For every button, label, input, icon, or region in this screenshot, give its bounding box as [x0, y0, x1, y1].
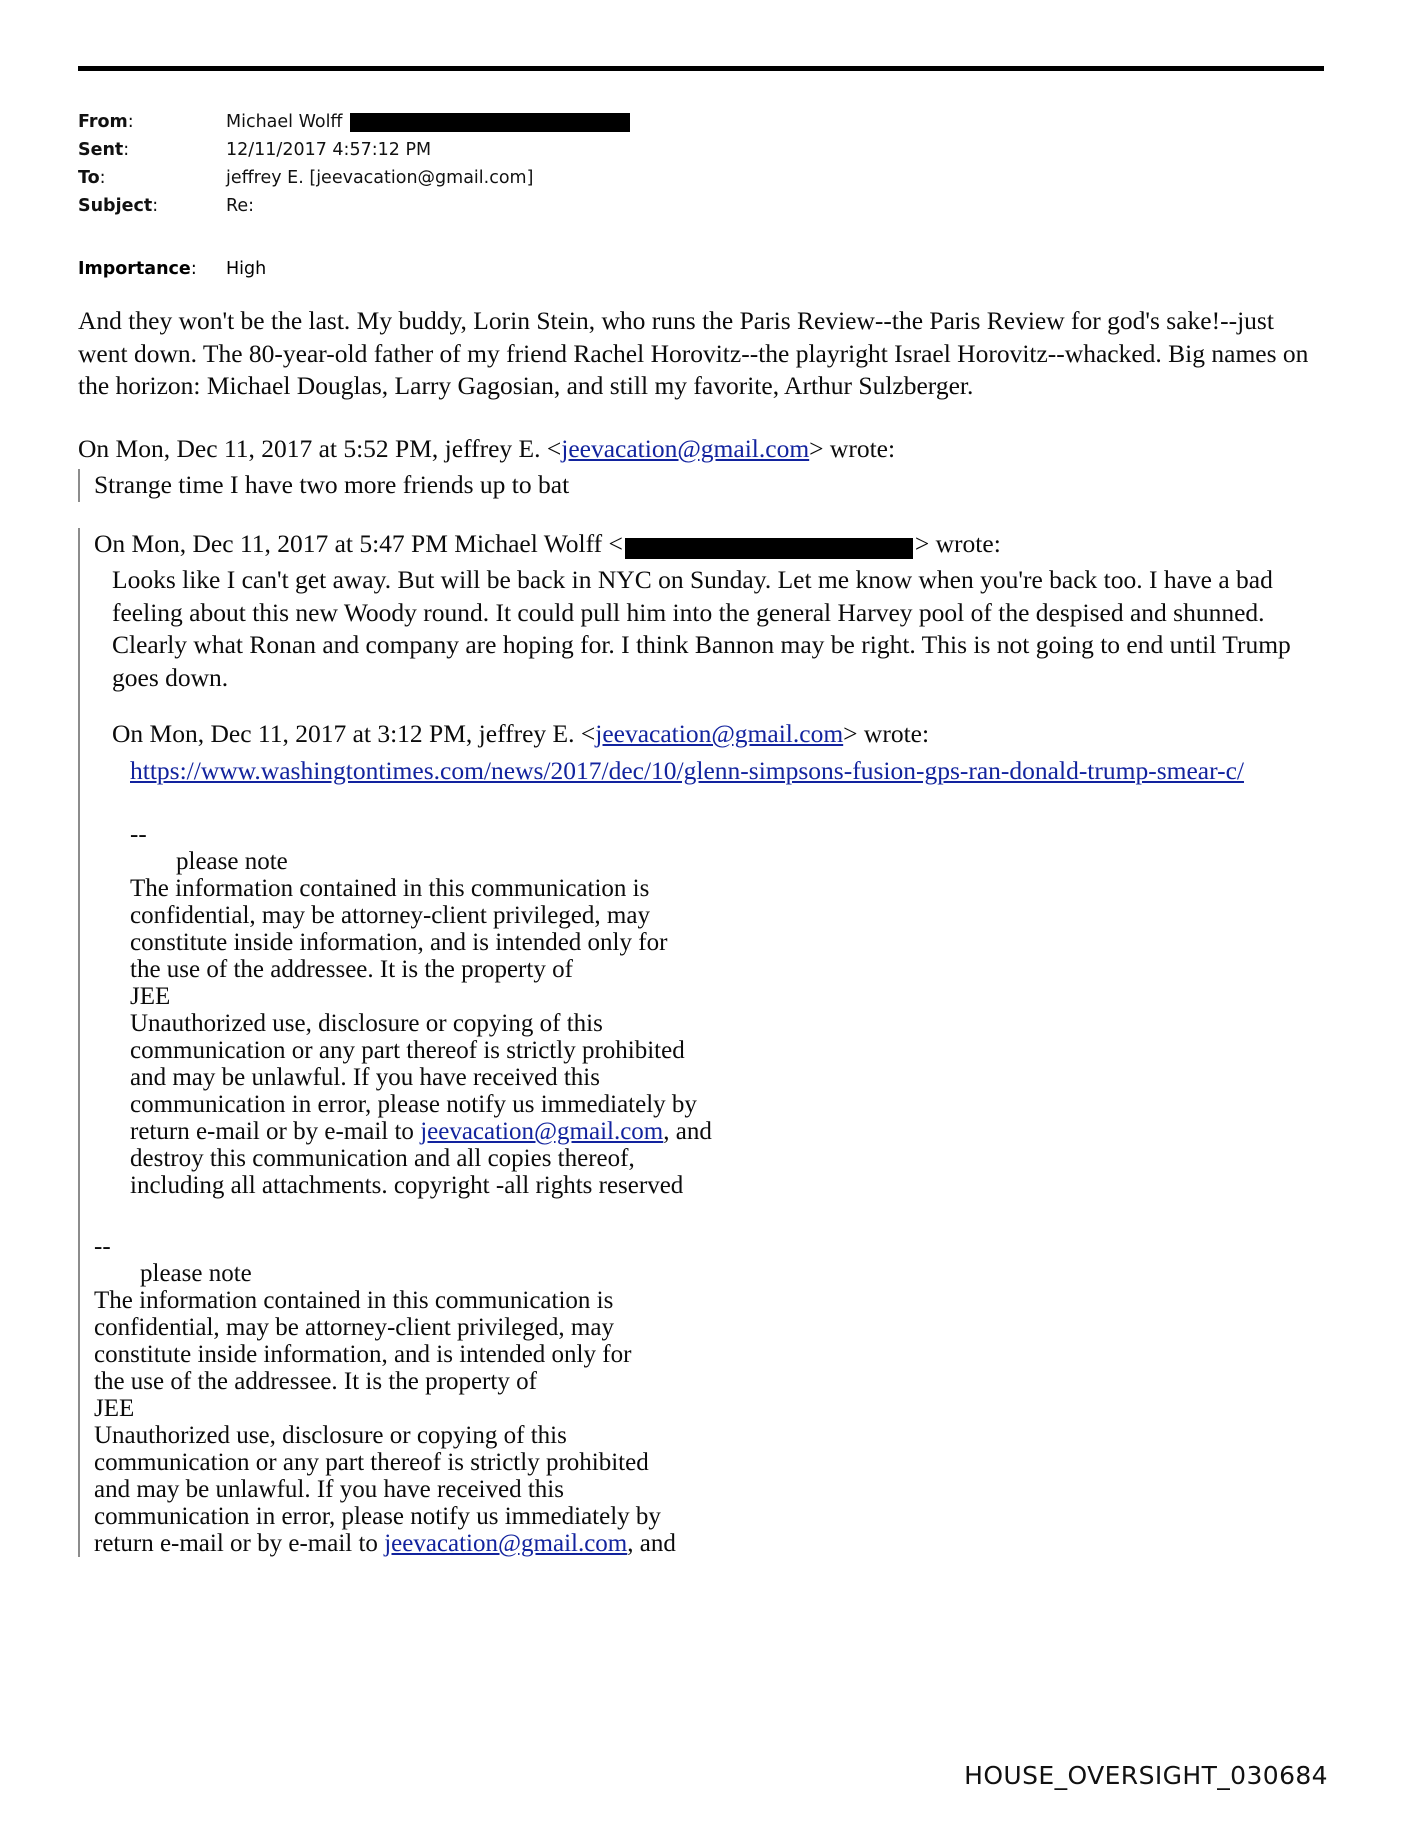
quote3-attribution: [112, 718, 1328, 751]
header-label-sent: Sent:: [78, 140, 130, 160]
quote2-attrib-pre: On Mon, Dec 11, 2017 at 5:47 PM Michael Wolff <: [94, 528, 623, 558]
outer-sig-line-10: [94, 1530, 1328, 1557]
quote2-text: Looks like I can't get away. But will be back in NYC on Sunday. Let me know when you're back too. I have a bad feeling about this new Woody round. It could pull him into the general Harvey pool of the despised and shunned. Clearly what Ronan and company are hoping for. I think Bannon may be right. This is not going to end until Trump goes down.: [112, 565, 1291, 692]
quote1-email-link[interactable]: jeevacation@gmail.com: [561, 433, 810, 463]
inner-sig-email-link[interactable]: jeevacation@gmail.com: [420, 1118, 664, 1145]
inner-sig-line-10-pre: return e-mail or by e-mail to: [130, 1118, 421, 1145]
header-row-from: [78, 108, 978, 136]
outer-sig-please-note: please note: [140, 1260, 252, 1287]
inner-sig-line-8: and may be unlawful. If you have received this: [130, 1064, 600, 1091]
quote2-block: [78, 528, 1328, 1558]
header-label-from: From:: [78, 112, 134, 132]
outer-sig-line-3: constitute inside information, and is intended only for: [94, 1341, 632, 1368]
quote1-attrib-pre: On Mon, Dec 11, 2017 at 5:52 PM, jeffrey E. <: [78, 433, 562, 463]
inner-sig-line-11: destroy this communication and all copies thereof,: [130, 1145, 635, 1172]
redaction-bar-from: [350, 113, 630, 132]
outer-sig-line-7: communication or any part thereof is strictly prohibited: [94, 1449, 649, 1476]
outer-signature-block: [94, 1233, 1328, 1557]
inner-sig-line-2: confidential, may be attorney-client privileged, may: [130, 902, 650, 929]
outer-sig-line-1: The information contained in this communication is: [94, 1287, 614, 1314]
inner-sig-line-10-post: , and: [663, 1118, 712, 1145]
washington-times-article-link[interactable]: https://www.washingtontimes.com/news/2017/dec/10/glenn-simpsons-fusion-gps-ran-donald-trump-smear-c/: [130, 755, 1244, 785]
quote2-attribution: [94, 528, 1328, 561]
inner-sig-please-note: please note: [176, 848, 288, 875]
inner-sig-line-1: The information contained in this communication is: [130, 875, 650, 902]
outer-sig-line-8: and may be unlawful. If you have received this: [94, 1476, 564, 1503]
header-row-subject: [78, 192, 978, 220]
email-body: [78, 305, 1328, 1557]
header-value-to: jeffrey E. [jeevacation@gmail.com]: [226, 168, 534, 188]
quote2-attrib-post: > wrote:: [914, 528, 1001, 558]
outer-sig-line-6: Unauthorized use, disclosure or copying of this: [94, 1422, 567, 1449]
email-header: [78, 108, 978, 220]
inner-signature-block: [130, 821, 1328, 1199]
outer-sig-line-9: communication in error, please notify us immediately by: [94, 1503, 661, 1530]
bates-number: HOUSE_OVERSIGHT_030684: [964, 1761, 1328, 1790]
header-row-to: [78, 164, 978, 192]
header-label-to: To:: [78, 168, 106, 188]
inner-sig-line-5: JEE: [130, 983, 171, 1010]
inner-sig-line-9: communication in error, please notify us immediately by: [130, 1091, 697, 1118]
quote1-text: Strange time I have two more friends up to bat: [94, 470, 570, 499]
header-value-importance: High: [226, 259, 267, 279]
outer-sig-line-10-pre: return e-mail or by e-mail to: [94, 1530, 385, 1557]
quote1-attrib-post: > wrote:: [809, 433, 896, 463]
inner-sig-line-12: including all attachments. copyright -all rights reserved: [130, 1172, 684, 1199]
header-value-subject: Re:: [226, 196, 255, 216]
header-row-importance: [78, 255, 678, 283]
inner-sig-line-3: constitute inside information, and is intended only for: [130, 929, 668, 956]
outer-sig-line-2: confidential, may be attorney-client privileged, may: [94, 1314, 614, 1341]
inner-sig-line-4: the use of the addressee. It is the property of: [130, 956, 573, 983]
header-value-from: [226, 108, 978, 136]
header-value-sent: 12/11/2017 4:57:12 PM: [226, 140, 432, 160]
outer-sig-line-5: JEE: [94, 1395, 135, 1422]
inner-sig-line-7: communication or any part thereof is strictly prohibited: [130, 1037, 685, 1064]
header-label-subject: Subject:: [78, 196, 159, 216]
outer-sig-line-10-post: , and: [627, 1530, 676, 1557]
quote3-attrib-pre: On Mon, Dec 11, 2017 at 3:12 PM, jeffrey E. <: [112, 719, 596, 748]
inner-sig-dashes: --: [130, 821, 147, 848]
outer-sig-email-link[interactable]: jeevacation@gmail.com: [384, 1530, 628, 1557]
outer-sig-line-4: the use of the addressee. It is the property of: [94, 1368, 537, 1395]
inner-sig-line-10: [130, 1118, 1328, 1145]
header-row-sent: [78, 136, 978, 164]
inner-sig-line-6: Unauthorized use, disclosure or copying of this: [130, 1010, 603, 1037]
top-divider: [78, 66, 1324, 71]
quote3-email-link[interactable]: jeevacation@gmail.com: [595, 719, 844, 748]
redaction-bar-quote2: [625, 538, 913, 559]
outer-sig-dashes: --: [94, 1233, 111, 1260]
quote1-block: [78, 469, 1328, 502]
quote1-attribution: [78, 433, 1328, 466]
header-label-importance: Importance:: [78, 259, 197, 279]
quote3-url-line: [130, 755, 1328, 788]
from-name: Michael Wolff: [226, 112, 343, 132]
message-lead-paragraph: And they won't be the last. My buddy, Lorin Stein, who runs the Paris Review--the Paris Review for god's sake!--just went down. The 80-year-old father of my friend Rachel Horovitz--the playright Israel Horovitz--whacked. Big names on the horizon: Michael Douglas, Larry Gagosian, and still my favorite, Arthur Sulzberger.: [78, 306, 1309, 400]
quote3-attrib-post: > wrote:: [843, 719, 930, 748]
